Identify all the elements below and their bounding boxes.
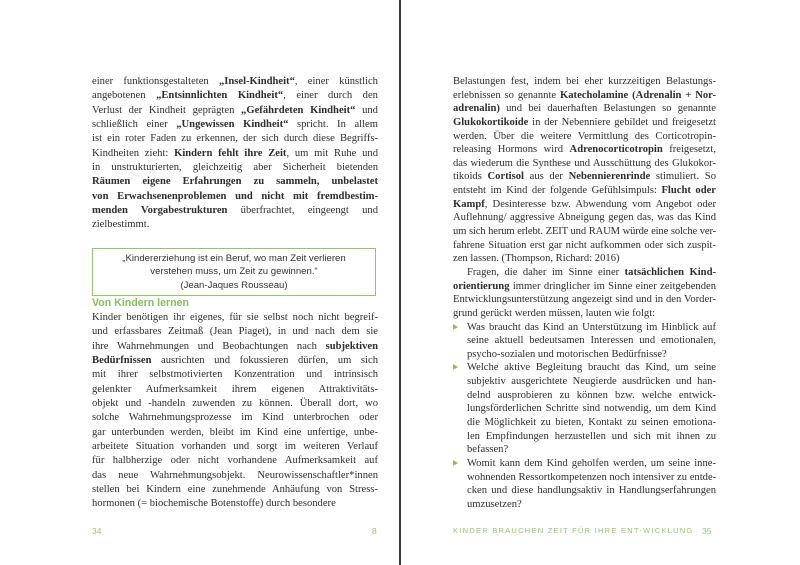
text-segment: und bei dauerhaften Belastungen so genannte <box>499 103 716 115</box>
text-line <box>467 321 716 335</box>
text-segment: ausrichten und fokussieren dürfen, um sich <box>151 355 378 367</box>
running-head: KINDER BRAUCHEN ZEIT FÜR IHRE ENT-WICKLUNG <box>453 526 694 535</box>
text-segment: mit ihrer selbstmotivierten Konzentration und intrinsisch <box>92 369 378 381</box>
quote-box <box>92 248 376 296</box>
page-number-right: 35 <box>702 526 712 536</box>
bold-text: „Entsinnlichten Kindheit“ <box>156 90 284 102</box>
list-item <box>467 321 716 362</box>
text-line <box>453 280 716 294</box>
text-segment: Auflehnung/ aggressive Abneigung gegen das, was das Kind <box>453 212 716 224</box>
text-segment: zen lassen. (Thompson, Richard: 2016) <box>453 253 620 265</box>
text-segment: und erfassbares Zeitmaß (Jean Piaget), in und nach dem sie <box>92 326 378 338</box>
text-line <box>92 75 378 89</box>
text-line <box>92 190 378 204</box>
text-line <box>453 252 716 266</box>
text-line <box>467 348 716 362</box>
text-segment: schließlich einer <box>92 119 177 131</box>
text-line <box>92 132 378 146</box>
text-line <box>92 89 378 103</box>
text-line <box>453 211 716 225</box>
bold-text: tatsächlichen Kind- <box>624 266 716 278</box>
text-line <box>453 266 716 280</box>
bold-text: „Insel-Kindheit“ <box>218 76 295 87</box>
text-segment: überfrachtet, eingeengt und <box>227 205 378 217</box>
text-segment: , einer durch den <box>283 90 378 102</box>
text-line <box>92 325 378 339</box>
text-segment: , Desinteresse bzw. Abwendung vom Angebot oder <box>484 198 716 210</box>
text-line <box>453 239 716 253</box>
text-segment: angebotenen <box>92 90 157 102</box>
text-line <box>453 157 716 171</box>
text-segment: Entwicklungsunterstützung angezeigt sind und in den Vorder- <box>453 294 716 306</box>
text-segment: die Möglichkeit zu bieten, Kontakt zu seinen emotiona- <box>467 417 716 429</box>
text-line <box>92 311 378 325</box>
text-segment: lungsförderlichen Schritte sind notwendig, um dem Kind <box>467 403 716 415</box>
bold-text: orientierung <box>453 280 510 292</box>
text-segment: wohnenden Ressortkompetenzen noch intensiver zu entde- <box>467 471 717 483</box>
text-segment: releasing Hormons wird <box>453 144 570 156</box>
text-segment: solche Wahrnehmungsprozesse im Kind unterbrochen oder <box>92 412 378 424</box>
text-segment: werden. Über die weitere Vermittlung des Corticotropin- <box>453 130 716 142</box>
text-line <box>453 75 716 89</box>
text-segment: Belastungen fest, indem bei eher kurzzeitigen Belastungs- <box>453 76 716 87</box>
bold-text: Nebennierenrinde <box>568 171 651 183</box>
text-segment: subjektiv ausgerichtete Neugierde ausdrücken und han- <box>467 376 716 388</box>
left-intro-paragraph <box>92 75 378 233</box>
text-line <box>92 497 378 511</box>
text-line <box>467 484 716 498</box>
bold-text: Kampf <box>453 198 485 210</box>
text-segment: Kindheiten zieht: <box>92 147 175 159</box>
text-line <box>92 469 378 483</box>
text-line <box>92 440 378 454</box>
text-segment: tikoids <box>453 171 488 183</box>
list-item <box>467 457 716 512</box>
text-segment: stimuliert. So <box>650 171 716 183</box>
right-paragraph-1 <box>453 75 716 266</box>
text-line <box>92 368 378 382</box>
text-line <box>453 198 716 212</box>
text-line <box>92 147 378 161</box>
triangle-bullet-icon <box>453 324 458 330</box>
bold-text: menden Vorgabestrukturen <box>92 205 228 217</box>
text-line <box>467 457 716 471</box>
bold-text: Flucht oder <box>661 185 716 197</box>
bold-text: von Erwachsenenproblemen und nicht mit fremdbestim- <box>92 190 378 202</box>
bold-text: Adrenocorticotropin <box>569 144 663 156</box>
bold-text: „Ungewissen Kindheit“ <box>176 119 289 131</box>
page-gutter-divider <box>399 0 401 565</box>
text-segment: cken und diese handlungsaktiv in Handlungserfahrungen <box>467 485 716 497</box>
text-segment: für halbherzige oder nicht vorhandene Aufmerksamkeit auf <box>92 455 378 467</box>
right-paragraph-2 <box>453 266 716 321</box>
bold-text: subjektiven <box>325 340 378 352</box>
quote-line: verstehen muss, um Zeit zu gewinnen.“ <box>150 266 318 278</box>
bold-text: Katecholamine (Adrenalin + Nor- <box>560 89 717 101</box>
text-line <box>92 454 378 468</box>
text-line <box>467 471 716 485</box>
text-line <box>92 383 378 397</box>
text-segment: zielbestimmt. <box>92 219 150 231</box>
bold-text: adrenalin) <box>453 103 500 115</box>
text-line <box>92 340 378 354</box>
text-segment: Fragen, die daher im Sinne einer <box>467 266 625 278</box>
quote-author: (Jean-Jaques Rousseau) <box>180 279 288 291</box>
text-line <box>453 170 716 184</box>
text-segment: in der Nebenniere gebildet und freigesetzt <box>528 116 716 128</box>
text-segment: erlebnissen so genannte <box>453 89 560 101</box>
text-line <box>453 184 716 198</box>
text-line <box>467 402 716 416</box>
text-segment: umzusetzen? <box>467 498 522 510</box>
text-line <box>92 218 378 232</box>
bold-text: Cortisol <box>487 171 524 183</box>
text-segment: Was braucht das Kind an Unterstützung im Hinblick auf <box>467 321 716 333</box>
text-line <box>92 426 378 440</box>
text-segment: in unstrukturierten, gleichzeitig aber Sicherheit bietenden <box>92 162 378 174</box>
list-item <box>467 361 716 456</box>
text-line <box>92 354 378 368</box>
right-body <box>453 75 716 512</box>
text-segment: befassen? <box>467 444 509 456</box>
text-line <box>92 411 378 425</box>
text-segment: gelenkter Aufmerksamkeit ihrem eigenen Attraktivitäts- <box>92 383 378 395</box>
text-line <box>92 483 378 497</box>
text-segment: Womit kann dem Kind geholfen werden, um seine inne- <box>467 457 716 469</box>
text-segment: objekt und -handeln zuwenden zu können. Überall dort, wo <box>92 398 378 410</box>
text-segment: freigesetzt, <box>662 144 716 156</box>
text-line <box>453 143 716 157</box>
page-number-left: 34 <box>92 526 102 536</box>
bold-text: Räumen eigene Erfahrungen zu sammeln, unbelastet <box>92 176 378 188</box>
text-segment: len Empfindungen herzustellen und sich mit ihnen zu <box>467 430 716 442</box>
bold-text: „Gefährdeten Kindheit“ <box>241 104 356 116</box>
text-line <box>92 204 378 218</box>
question-list <box>453 321 716 512</box>
text-line <box>453 116 716 130</box>
text-segment: psycho-sozialen und motorischen Bedürfnisse? <box>467 348 667 360</box>
text-segment: hormonen (= biochemische Botenstoffe) durch besondere <box>92 498 336 510</box>
triangle-bullet-icon <box>453 460 458 466</box>
text-line <box>453 307 716 321</box>
text-segment: arbeitete Situation vorhanden und sorgt im weiteren Verlauf <box>92 441 378 453</box>
text-line <box>453 293 716 307</box>
bold-text: Bedürfnissen <box>92 355 152 367</box>
text-segment: ist ein roter Faden zu erkennen, der sich durch diese Begriffs- <box>92 133 378 145</box>
bold-text: Kindern fehlt ihre Zeit <box>174 147 287 159</box>
text-line <box>92 161 378 175</box>
text-segment: fahrene Situation erst gar nicht aufkommen oder sich zuspit- <box>453 239 716 251</box>
text-segment: Kinder benötigen ihr eigenes, für sie selbst noch nicht begreif- <box>92 312 378 323</box>
text-line <box>467 430 716 444</box>
text-segment: und <box>355 104 378 116</box>
bold-text: Glukokortikoide <box>453 116 529 128</box>
text-segment: das wiederum die Synthese und Ausschüttung des Glukokor- <box>453 157 716 169</box>
text-segment: aus der <box>523 171 569 183</box>
text-segment: gar unterbunden werden, bleibt im Kind eine unfertige, unbe- <box>92 426 378 438</box>
text-segment: seine aktuell bedeutsamen Interessen und emotionalen, <box>467 335 716 347</box>
text-line <box>467 375 716 389</box>
text-segment: immer dringlicher im Sinne einer zeitgebenden <box>509 280 716 292</box>
text-line <box>453 130 716 144</box>
text-line <box>467 443 716 457</box>
text-line <box>467 416 716 430</box>
text-line <box>92 175 378 189</box>
text-segment: grund gerückt werden müssen, lauten wie folgt: <box>453 307 656 319</box>
text-segment: um sich herum erlebt. ZEIT und RAUM würde eine solche ver- <box>453 226 716 238</box>
text-segment: ihre Wahrnehmungen und Beobachtungen nach <box>92 340 326 352</box>
left-body-paragraph <box>92 311 378 512</box>
text-segment: stellen bei Kindern eine zunehmende Anhäufung von Stress- <box>92 484 378 496</box>
text-segment: , einer künstlich <box>294 76 378 87</box>
text-segment: einer funktionsgestalteten <box>92 76 219 87</box>
text-line <box>92 104 378 118</box>
text-line <box>92 397 378 411</box>
section-heading: Von Kindern lernen <box>92 297 189 309</box>
text-segment: delnd ausprobieren zu können bzw. welche entwick- <box>467 389 716 401</box>
text-line <box>467 334 716 348</box>
text-line <box>467 498 716 512</box>
footer-marker: 8 <box>372 526 377 536</box>
text-segment: spricht. In allem <box>288 119 378 131</box>
text-segment: , um mit Ruhe und <box>286 147 378 159</box>
text-line <box>92 118 378 132</box>
text-line <box>467 389 716 403</box>
text-segment: Welche aktive Begleitung braucht das Kind, um seine <box>467 362 716 374</box>
text-line <box>453 102 716 116</box>
text-line <box>453 89 716 103</box>
text-line <box>467 361 716 375</box>
quote-line: „Kindererziehung ist ein Beruf, wo man Zeit verlieren <box>122 253 346 264</box>
text-line <box>453 225 716 239</box>
text-segment: Verlust der Kindheit geprägten <box>92 104 242 116</box>
text-segment: entsteht im Kind der folgende Gefühlsimpuls: <box>453 185 662 197</box>
triangle-bullet-icon <box>453 364 458 370</box>
text-segment: das neue Wahrnehmungsobjekt. Neurowissenschaftler*innen <box>92 469 378 481</box>
